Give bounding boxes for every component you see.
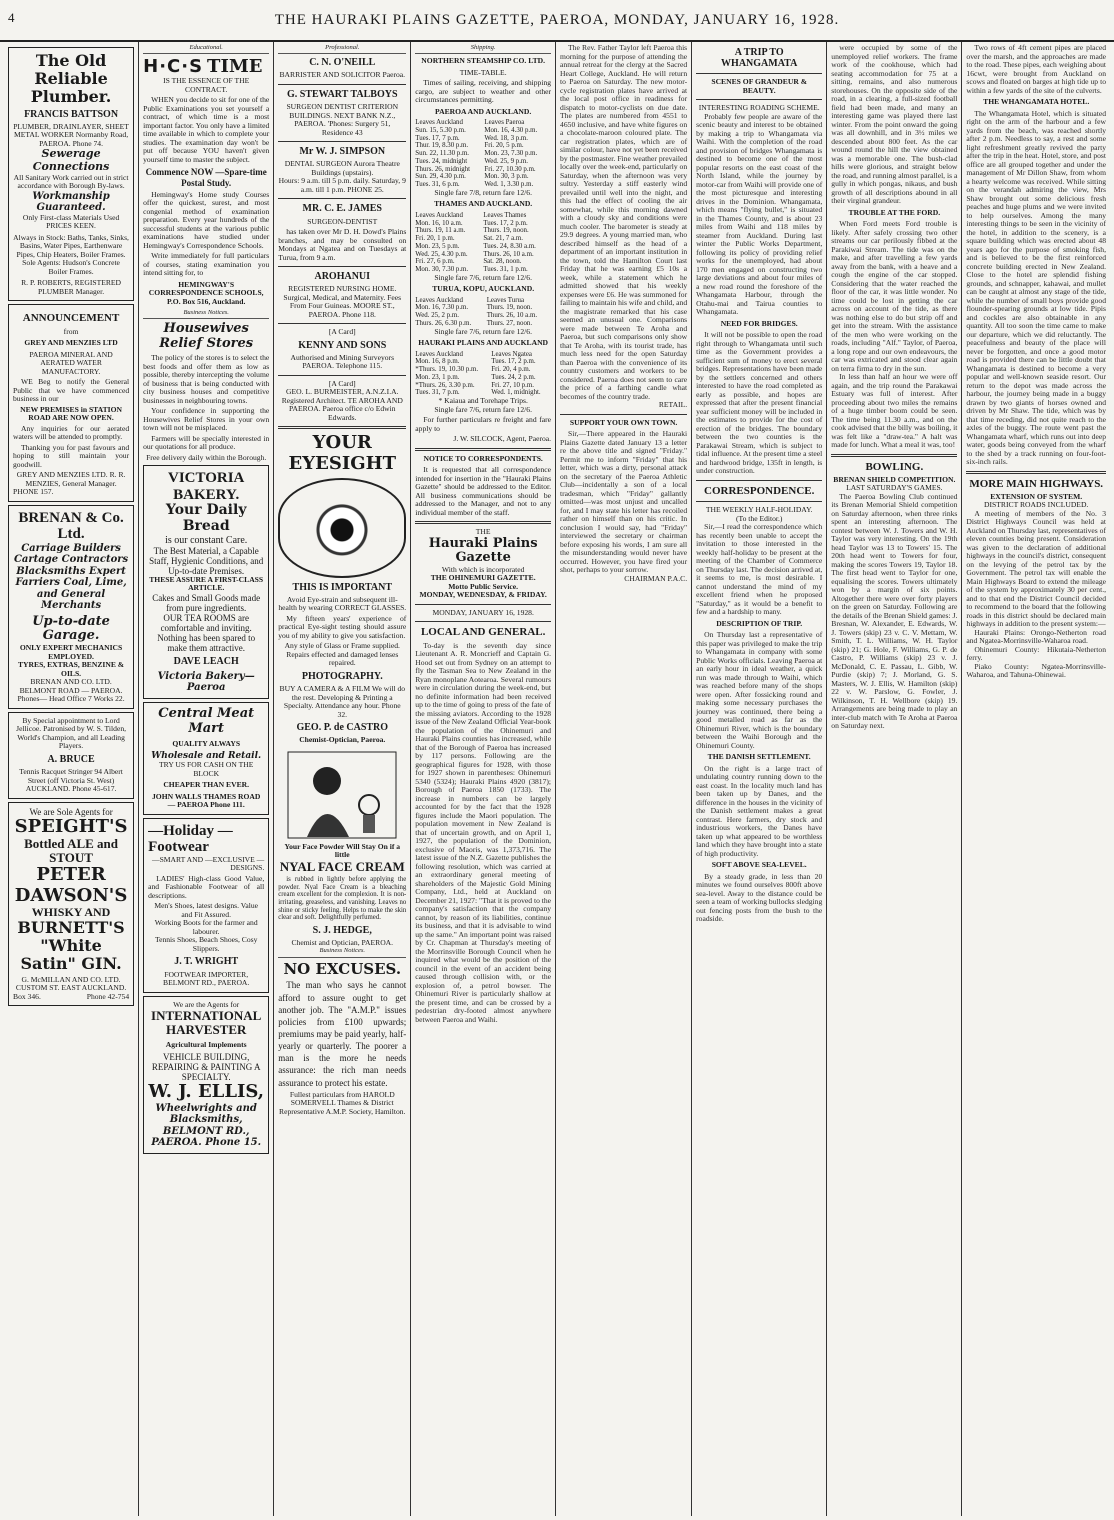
james-title: SURGEON-DENTIST — [307, 216, 378, 226]
table-cell: *Thurs. 26, 3.30 p.m. — [415, 381, 475, 389]
col8-body: Two rows of 4ft cement pipes are placed over the marsh, and the approaches are made to the road. These pipes, each weighing about 16cwt, were brought from Auckland on scows and floated on barges at high tide up to within a few yards of the site of the culverts. — [966, 43, 1106, 95]
wright-desc: FOOTWEAR IMPORTER, BELMONT RD., PAEROA. — [163, 969, 250, 988]
section-educational: Educational. — [143, 44, 269, 54]
dave-leach: DAVE LEACH — [173, 656, 239, 668]
time-heading: TIME — [207, 56, 263, 78]
ellis-name: W. J. ELLIS, — [148, 1081, 265, 1103]
intl-harvester: INTERNATIONAL HARVESTER — [151, 1008, 262, 1038]
retail-sign: RETAIL. — [658, 400, 688, 409]
table-cell: *Thurs. 19, 10.30 p.m. — [415, 366, 479, 374]
materials: Only First-class Materials Used PRICES KEEN. — [22, 212, 120, 231]
table-row — [415, 158, 551, 166]
table-row — [415, 166, 551, 174]
column-7 — [827, 42, 962, 1516]
mechanics: ONLY EXPERT MECHANICS EMPLOYED. — [19, 643, 123, 661]
piako-roads: Piako County: Ngatea-Morrinsville-Waharoa, and Tahuna-Ohinewai. — [966, 661, 1106, 680]
housewives-title: Housewives Relief Stores — [159, 321, 254, 352]
whisky: WHISKY AND — [31, 904, 111, 919]
table-cell: Mon. 23, 7.30 p.m. — [484, 150, 538, 158]
fullest: Fullest particulars from HAROLD SOMERVELL Thames & District Representative A.M.P. Society, Hamilton. — [279, 1089, 406, 1116]
agri-impl: Agricultural Implements — [165, 1039, 247, 1049]
holiday-footwear: —Holiday —Footwear — [148, 822, 233, 856]
further: For further particulars re freight and fare apply to — [415, 415, 552, 433]
inquiries: Any inquiries for our aerated waters will be attended to promptly. — [13, 423, 130, 441]
grey-menzies-ad — [8, 304, 134, 501]
route-2-title: THAMES AND AUCKLAND. — [434, 199, 533, 209]
nyal-body: is rubbed in lightly before applying the powder. Nyal Face Cream is a bleaching cream excellent for the complexion. It is non-irritating, greaseless, and vanishing. Leaves no shine or sticky feeling. Helps to make the skin clear and soft. Delightfully perfumed. — [278, 876, 407, 922]
bridges-body: It will not be possible to open the road right through to Whangamata until such time as the Government provides a sufficient sum of money to erect several bridges. Representations have been made by the settlers concerned and others interested to have the road completed as early as possible, and hopes are expressed that after the present financial year sufficient money will be included in the estimates to provide for the cost of erection of the bridges. The boundary between the two counties is the Parakawai Stream, which is subject to tidal influence. At the present time a steel and hardwood bridge, 135ft in length, is under construction. — [696, 330, 823, 476]
burmeister: GEO. L. BURMEISTER, A.N.Z.I.A. Registered Architect. TE AROHA AND PAEROA. Paeroa office c/o Edwin Edwards. — [281, 387, 403, 422]
quality: QUALITY ALWAYS — [172, 738, 241, 748]
table-cell: Fri. 27, 10 p.m. — [491, 381, 534, 389]
col5-body: The Rev. Father Taylor left Paeroa this morning for the purpose of attending the annual retreat for the clergy at the Sacred Heart College, Auckland. He will return to Paeroa on Saturday. The new motor-cycle registration plates have arrived at the local post office in readiness for dispatch to motor-cyclists on due date. The plates are numbered from 4551 to 4650 inclusive, and have white figures on a chocolate-maroon coloured plate. The car registration plates, which are of similar colour, have not yet been received by the postmaster. Fine weather prevailed locally over the week-end, particularly on Saturday, when the afternoon was very sultry. Yesterday a stiff easterly wind prevailed until well into the night, and this had the effect of cooling the air somewhat, while this morning dawned with a cloudy sky and conditions were much cooler. The barometer is steady at 29.9 degrees. A young married man, who described himself as the head of a department of an important institution in the town, told the Hamilton Court last Friday that he was earning £5 10s a week, while a statement which he admitted showed that his weekly expenses were £6. He was summoned for failing to maintain his wife and child, and the magistrate remarked that his case seemed an unusual one. Comparisons were made between Te Aroha and Paeroa, but such comparisons only show that Te Aroha, with its tourist trade, has much less need for the open Saturday than Paeroa with the convenience of its country customers and workers to be considered. Paeroa does not seem to care the price of a farthing candle what becomes of the country trade. — [560, 43, 688, 401]
table-cell: Thurs. 26, midnight — [415, 165, 471, 173]
table-row — [415, 243, 551, 251]
masthead — [0, 0, 1114, 42]
hotel-body: The Whangamata Hotel, which is situated right on the arm of the harbour and a few yards from the beach, was reached shortly after 2 p.m. Needless to say, a rest and some light refreshment greatly revived the party after the trip in the heat. Hotel, store, and post office are all grouped together and under the management of Mr Dillon Shaw, from whom a hearty welcome was received. While sitting on the verandah admiring the view, Mrs Shaw brought out some delicious fresh peaches and huge plums and we were invited to help ourselves. Among the many interesting things to be seen in the vicinity of the hotel, in addition to the scenery, is a square building which was erected about 48 years ago for the purpose of smoking fish, and is believed to be the first reinforced concrete building erected in New Zealand. Close to the hotel are splendid fishing grounds, and schnapper, kahawai, and mullet can be caught at almost any stage of the tide, while the number of small boys provide good flounder-spearing grounds at low tide. Pipis and cockles are also obtainable in any quantity. All too soon the time came to make our departure, which we did reluctantly. The peacefulness and beauty of the place will never be forgotten, and once a good motor road is provided there can be little doubt that Whangamata is destined to become a very popular and well-known seaside resort. Our return to the depot was made across the harbour, the journey being made in a buggy drawn by two giants of horses owned and driven by Mr Shaw. The tide, which was by that time receding, did not quite reach to the axles of the buggy. The route went past the Whangamata wharf, which runs out into deep water, goods being conveyed from the wharf to the shed by a track running on four-foot-six-inch rails. — [966, 108, 1106, 466]
route-3-title: TURUA, KOPU, AUCKLAND. — [432, 284, 535, 294]
announce-title: ANNOUNCEMENT — [22, 312, 120, 325]
meat-title: Central Meat Mart — [158, 705, 255, 736]
table-row — [415, 150, 551, 158]
oneill-desc: BARRISTER AND SOLICITOR Paeroa. — [279, 70, 406, 80]
bruce-ad — [8, 712, 134, 799]
grey-menzies: GREY AND MENZIES LTD — [24, 338, 118, 347]
plumber-desc: PLUMBER, DRAINLAYER, SHEET METAL WORKER Normanby Road, PAEROA. Phone 74. — [13, 121, 129, 148]
brenan-ad — [8, 505, 134, 709]
trip-title: A TRIP TO WHANGAMATA — [721, 47, 798, 70]
table-cell: Thur. 19, 8.30 p.m. — [415, 142, 469, 150]
ellis-ad — [143, 996, 269, 1154]
table-row — [415, 297, 551, 305]
table-header: Leaves Thames — [483, 211, 527, 219]
trouble-body: When Ford meets Ford trouble is likely. After safely crossing two other streams our car perilously fibbed at the Parakiwai Stream. The tide was on the make, and after travelling a few yards away from the bank, with a heave and a cough the engine of the car stopped. Considering that the water reached the floor of the car, it was little wonder. No time could be lost in getting the car across on account of the tide, as there was nothing else to do but strip off and get into the stream. With the assistance of the men who were working on the roads, including "Alf." Taylor, of Paeroa, a long rope and our own endeavours, the car was extricated and stood clear again on terra firma to dry in the sun. — [831, 219, 958, 373]
brenan-shield: BRENAN SHIELD COMPETITION. — [833, 474, 956, 484]
timetable: TIME-TABLE. — [459, 67, 507, 77]
local-general: LOCAL AND GENERAL. — [420, 626, 546, 639]
more-highways: MORE MAIN HIGHWAYS. — [969, 477, 1104, 490]
trouble-title: TROUBLE AT THE FORD. — [848, 207, 941, 217]
hemingway: HEMINGWAY'S CORRESPONDENCE SCHOOLS, P.O. Box 516, Auckland. — [148, 279, 264, 306]
constant-care: is our constant Care. — [165, 534, 248, 546]
commence: Commence NOW —Spare-time Postal Study. — [145, 167, 267, 188]
simpson: Mr W. J. SIMPSON — [299, 146, 386, 158]
plumber-manager: R. P. ROBERTS, REGISTERED PLUMBER Manager. — [21, 278, 122, 296]
tea-rooms: OUR TEA ROOMS are comfortable and inviting. Nothing has been spared to make them attractive. — [157, 613, 256, 654]
hauraki-roads: Hauraki Plains: Orongo-Netherton road and Ngatea-Morrinsville-Waharoa road. — [966, 627, 1106, 646]
the: THE — [475, 527, 491, 537]
table-row — [415, 220, 551, 228]
cheaper: CHEAPER THAN EVER. — [163, 780, 250, 790]
tyres: TYRES, EXTRAS, BENZINE & OILS. — [17, 660, 125, 678]
table-row — [415, 374, 551, 382]
bruce-desc: Tennis Racquet Stringer 94 Albert Street (off Victoria St. West) AUCKLAND. Phone 45-617. — [19, 767, 123, 794]
workmanship: Workmanship Guaranteed. — [32, 190, 110, 214]
table-cell: Sat. 21, 7 a.m. — [483, 235, 523, 243]
nursing: REGISTERED NURSING HOME. Surgical, Medical, and Maternity. Fees From Four Guineas. MOORE ST., PAEROA. Phone 118. — [283, 284, 402, 319]
table-row — [415, 173, 551, 181]
table-row — [415, 258, 551, 266]
agent: J. W. SILCOCK, Agent, Paeroa. — [453, 434, 552, 444]
meat-mart-ad — [143, 702, 269, 815]
portrait-icon — [287, 751, 397, 839]
section-shipping: Shipping. — [415, 44, 551, 54]
table-row — [415, 251, 551, 259]
table-header: Leaves Turua — [486, 296, 525, 304]
mens: Men's Shoes, latest designs. Value and Fit Assured. — [154, 901, 259, 919]
table-cell: Tues. 24, 8.30 a.m. — [483, 242, 536, 250]
table-row — [415, 366, 551, 374]
table-cell: Tues. 31, 1 p.m. — [483, 266, 528, 274]
table-cell: Sun. 22, 11.30 p.m. — [415, 150, 470, 158]
victoria-bakery-ad — [143, 465, 269, 698]
motto: Motto Public Service. — [448, 581, 519, 591]
talboys: G. STEWART TALBOYS — [287, 88, 398, 100]
table-cell: Tues. 31, 7 p.m. — [415, 389, 460, 397]
column-4 — [411, 42, 556, 1516]
route-1-table — [415, 119, 551, 189]
hedge-desc: Chemist and Optician, PAEROA. — [291, 937, 394, 947]
dateline: MONDAY, JANUARY 16, 1928. — [432, 607, 534, 617]
local-body: To-day is the seventh day since Lieutenant A. R. Moncrieff and Captain G. Hood set out from Sydney on an attempt to fly the Tasman Sea to New Zealand in the Ryan monoplane Aotearoa. Several rumours were in circulation during the week-end, but no definite information had been received up to the time of going to press of the fate of the missing aviators. According to the 1928 issue of the New Zealand Official Year-book the population of the Ohinemuri and Hauraki Plains counties has increased, while that of the Borough of Paeroa has increased by 117 persons. Following are the geographical figures for 1928, with those for 1927 shown in parentheses: Ohinemuri 5340 (5324); Hauraki Plains 4920 (3817); Borough of Paeroa 1850 (1733). The increase in numbers can be largely accounted for by the fact that the 1928 figures include the Maori population. The population movement in New Zealand is that of uncertain growth, and on April 1, 1927, the population of the Dominion, exclusive of Maoris, was 1,373,716. The latest issue of the N.Z. Gazette publishes the following resolution, which was carried at an extraordinary general meeting of shareholders of the Majestic Gold Mining Company, Ltd., held at Auckland on December 21, 1927: "That it is proved to the company's satisfaction that the company cannot, by reason of its liabilities, continue its business, and that it is advisable to wind up the same." An important point was raised by Cr. Chapman at Thursday's meeting of the Morrinsville Borough Council when he inquired what would be the position of the council in the event of an accident being caused through collision with, or the explosion of, a petrol bowser. The Ohinemuri River is particularly shallow at the present time, and can be crossed by a pedestrian dry-footed almost anywhere between Paeroa and Waihi. — [415, 640, 552, 1024]
danish-body: On the right is a large tract of undulating country running down to the east coast. In the locality much land has been taken up by Danes, and the difference in the houses in the vicinity of the Danish settlement makes a great contrast. Here farmers, dry stock and industrious workers, the Danes have taken up what appeared to be worthless land which they have brought into a state of high productivity. — [696, 763, 823, 858]
wright-name: J. T. WRIGHT — [174, 956, 239, 968]
photography: PHOTOGRAPHY. — [301, 670, 383, 682]
ladies: LADIES' High-class Good Value, and Fashionable Footwear of all descriptions. — [148, 873, 265, 900]
table-cell: Fri. 20, 1 p.m. — [415, 235, 455, 243]
new-premises: NEW PREMISES in STATION ROAD ARE NOW OPEN. — [20, 404, 123, 422]
table-cell: Mon. 23, 5 p.m. — [415, 242, 460, 250]
box-number: Box 346. — [13, 991, 41, 1001]
trip-sub: SCENES OF GRANDEUR & BEAUTY. — [711, 77, 808, 95]
important: THIS IS IMPORTANT — [292, 581, 393, 593]
chairman-sign: CHAIRMAN P.A.C. — [624, 573, 688, 583]
column-6 — [692, 42, 827, 1516]
table-row — [415, 351, 551, 359]
trip-sub2: INTERESTING ROADING SCHEME. — [698, 103, 820, 113]
column-5 — [556, 42, 692, 1516]
route-1-title: PAEROA AND AUCKLAND. — [435, 106, 532, 116]
lady-illustration — [278, 749, 406, 839]
company: NORTHERN STEAMSHIP CO. LTD. — [421, 56, 546, 66]
table-cell: Wed. 18, 3 p.m. — [484, 134, 529, 142]
table-cell: Thurs. 19, noon. — [483, 227, 529, 235]
masthead-title: THE HAURAKI PLAINS GAZETTE, PAEROA, MONDAY, JANUARY 16, 1928. — [274, 11, 840, 28]
route-4-note: * Kaiaua and Torehape Trips. — [438, 396, 528, 406]
table-cell: Wed. 25, 9 p.m. — [484, 157, 529, 165]
hotel-title: THE WHANGAMATA HOTEL. — [983, 97, 1090, 106]
description-trip: DESCRIPTION OF TRIP. — [716, 618, 803, 628]
best-material: The Best Material, a Capable Staff, Hygienic Conditions, and Up-to-date Premises. — [149, 545, 264, 576]
danish-title: THE DANISH SETTLEMENT. — [707, 752, 811, 762]
oneill: C. N. O'NEILL — [309, 57, 376, 69]
table-cell: Mon. 16, 10 a.m. — [415, 219, 463, 227]
ohinemuri-gazette: THE OHINEMURI GAZETTE. — [430, 573, 536, 583]
nyal: NYAL FACE CREAM — [279, 858, 405, 874]
table-header: Leaves Ngatea — [491, 350, 532, 358]
style: Any style of Glass or Frame supplied. Repairs effected and damaged lenses repaired. — [284, 641, 400, 668]
time-sub: IS THE ESSENCE OF THE CONTRACT. — [163, 76, 250, 94]
table-cell: Mon. 16, 4.30 p.m. — [484, 127, 538, 134]
notice-body: It is requested that all correspondence intended for insertion in the "Hauraki Plains Gazette" should be addressed to the Editor. All business communications should be addressed to the Manager, and not to any individual member of the staff. — [415, 465, 552, 517]
table-row — [415, 304, 551, 312]
card-1: [A Card] — [328, 327, 356, 337]
speights: SPEIGHT'S — [14, 815, 128, 837]
ellis-desc: Wheelwrights and Blacksmiths, BELMONT RD., PAEROA. Phone 15. — [151, 1102, 262, 1149]
assure: THESE ASSURE A FIRST-CLASS ARTICLE. — [149, 574, 264, 593]
brenan-sign: BRENAN AND CO. LTD. BELMONT ROAD — PAEROA. Phones— Head Office 7 Works 22. — [17, 677, 125, 704]
castro: GEO. P. de CASTRO — [296, 722, 389, 734]
table-row — [415, 135, 551, 143]
garage: Up-to-date Garage. — [32, 613, 110, 644]
route-3-fare: Single fare 7/6, return fare 12/6. — [434, 326, 532, 336]
table-cell: Wed. 25, 4.30 p.m. — [415, 250, 468, 258]
ellis-agents: We are the Agents for — [173, 999, 240, 1009]
brenan-lines: Carriage Builders Cartage Contractors Blacksmiths Expert Farriers Coal, Lime, and General Merchants — [13, 542, 129, 611]
bowling-body: The Paeroa Bowling Club continued its Brenan Memorial Shield competition on Saturday afternoon, when three rinks spent an interesting afternoon. The contest between W. J. Towers and W. H. Taylor was very interesting. On the 19th head Taylor was 13 to Towers' 15. The 20th head went to Towers for four, making the scores Towers 19, Taylor 18. The first head went to Taylor for one, equalising the scores. Towers ultimately won by a margin of six points. Altogether there were over forty players on the green on Saturday. Following are the details of the Brenan Shield games: J. Bresnan, W. Alexander, E. Edwards, W. J. Towers (skip) 23 v. C. V. Mettam, W. Smith, T. L. Williams, W. H. Taylor (skip) 21; G. Hole, F. Williams, G. P. de Castro, P. Williams (skip) 23 v. J. McDonald, C. E. Passau, L. Gibb, W. Purdie (skip) 7; J. Morland, G. S. Masters, W. J. Ellis, W. Hamilton (skip) 22 v. W. Parslow, G. Fowler, J. Wilkinson, T. H. Wellbore (skip) 19. Arrangements are being made to play an inter-club match with Te Aroha at Paeroa on Saturday next. — [831, 491, 958, 731]
table-cell: Tues. 31, 6 p.m. — [415, 181, 460, 189]
shipping-intro: Times of sailing, receiving, and shipping cargo, are subject to weather and other circumstances permitting. — [415, 78, 552, 105]
hcs-logo: H·C·S — [143, 56, 204, 78]
table-cell: Thurs. 19, 11 a.m. — [415, 227, 466, 235]
col7-body: were occupied by some of the unemployed relief workers. The frame work of the cookhouse, which had seating accommodation for 75 at a sitting, remains, and also numerous storehouses. On the opposite side of the road, in a clearing, a full-sized football field had been made, and many an interesting game was played there last winter. From the point onward the going was all downhill, and in 3½ miles we descended about 800 feet. As the car wound round the hill the view obtained was a memorable one. The bush-clad hills were glorious, and straight below the road, and running almost parallel, is a gully in which pongas, nikaus, and bush growth of all descriptions abound in all their virginal grandeur. — [831, 43, 958, 205]
table-cell: Thurs. 26, 6.30 p.m. — [415, 319, 472, 327]
route-4-title: HAURAKI PLAINS AND AUCKLAND — [418, 338, 549, 348]
column-2 — [139, 42, 274, 1516]
housewives-farmers: Farmers will be specially interested in our quotations for all produce. — [143, 433, 270, 452]
table-cell: Thurs. 26, 10 a.m. — [486, 312, 538, 320]
eye-illustration — [278, 478, 406, 578]
hedge: S. J. HEDGE, — [312, 924, 372, 936]
phone-157: PHONE 157. — [13, 487, 54, 496]
table-row — [415, 312, 551, 320]
sewerage-title: Sewerage Connections — [32, 147, 110, 174]
route-4-table — [415, 351, 551, 397]
section-professional: Professional. — [278, 44, 406, 54]
last-games: LAST SATURDAY'S GAMES. — [846, 483, 943, 493]
burnett-gin: BURNETT'S "White Satin" GIN. — [17, 917, 125, 973]
district-roads: DISTRICT ROADS INCLUDED. — [984, 500, 1089, 510]
table-row — [415, 142, 551, 150]
table-cell: Mon. 23, 1 p.m. — [415, 373, 460, 381]
table-row — [415, 119, 551, 127]
bruce-appointment: By Special appointment to Lord Jellicoe. Patronised by W. S. Tilden, World's Champion, and all Leading Players. — [16, 715, 127, 751]
table-cell: Mon. 16, 7.30 p.m. — [415, 304, 469, 312]
corr-body: Sir,—I read the correspondence which has recently been unable to accept the invitation to those interested in the weekly half-holiday to be present at the meeting of the Chamber of Commerce on Thursday last. The decision arrived at, it seems to me, is most desirable. I cannot understand the mind of my excellent friend when he proposed "Saturday," as it would be a benefit to few and a hardship to many. — [696, 522, 823, 617]
wright-ad — [143, 818, 269, 993]
plumber-title: The Old Reliable Plumber. — [30, 51, 112, 106]
table-cell: Tues. 17, 2 p.m. — [491, 358, 536, 366]
table-cell: Mon. 30, 3 p.m. — [484, 173, 529, 181]
dave-sub: Victoria Bakery—Paeroa — [157, 670, 255, 694]
card-2: [A Card] — [328, 378, 356, 388]
days: MONDAY, WEDNESDAY, & FRIDAY. — [419, 590, 547, 600]
table-cell: Thurs. 27, noon. — [486, 319, 533, 327]
table-header: Leaves Auckland — [415, 350, 463, 358]
simpson-desc: DENTAL SURGEON Aurora Theatre Buildings (upstairs). — [284, 159, 400, 177]
incorporated: With which is incorporated — [441, 564, 525, 574]
housewives-free: Free delivery daily within the Borough. — [146, 452, 267, 462]
powder: Your Face Powder Will Stay On if a little — [284, 841, 401, 860]
route-3-table — [415, 297, 551, 328]
section-business-2: Business Notices. — [278, 947, 406, 957]
table-cell: Mon. 30, 7.30 p.m. — [415, 266, 469, 274]
table-cell: Sat. 28, noon. — [483, 258, 522, 266]
commence-body: Hemingway's Home study Courses offer the quickest, surest, and most congenial method of examination preparation. Every year hundreds of the successful students at the various public examinations have studied under Hemingway's Correspondence Schools. — [143, 189, 270, 250]
smart: —SMART AND —EXCLUSIVE —DESIGNS. — [151, 854, 265, 873]
thanks: Thanking you for past favours and hoping to still maintain your goodwill. — [13, 442, 130, 469]
column-3 — [274, 42, 411, 1516]
kenny-desc: Authorised and Mining Surveyors PAEROA. Telephone 115. — [290, 352, 395, 371]
years: My fifteen years' experience of practical Eye-sight testing should assure you of my ability to give you satisfaction. — [278, 613, 407, 640]
daily-bread: Your Daily Bread — [165, 502, 247, 534]
wholesale: Wholesale and Retail. — [151, 751, 262, 762]
table-cell: Wed. 1, midnight. — [491, 389, 541, 397]
to-editor: (To the Editor.) — [735, 513, 783, 523]
column-1 — [4, 42, 139, 1516]
cash: TRY US FOR CASH ON THE BLOCK — [159, 760, 254, 778]
table-cell: Wed. 25, 2 p.m. — [415, 312, 459, 320]
half-holiday: THE WEEKLY HALF-HOLIDAY. — [705, 505, 813, 515]
table-cell: Tues. 24, midnight — [415, 157, 468, 165]
support-title: SUPPORT YOUR OWN TOWN. — [569, 417, 678, 427]
sewerage-desc: All Sanitary Work carried out in strict accordance with Borough By-laws. — [13, 172, 129, 191]
notice-correspondents: NOTICE TO CORRESPONDENTS. — [423, 453, 543, 463]
plumber-ad — [8, 47, 134, 301]
mcmillan-sign: G. McMILLAN AND CO. LTD. CUSTOM ST. EAST AUCKLAND. — [15, 974, 127, 993]
route-2-table — [415, 212, 551, 274]
avoid: Avoid Eye-strain and subsequent ill-health by wearing CORRECT GLASSES. — [278, 594, 407, 613]
table-cell: Fri. 20, 4 p.m. — [491, 366, 531, 374]
table-row — [415, 235, 551, 243]
table-header: Leaves Auckland — [415, 211, 463, 219]
trip-body: Probably few people are aware of the scenic beauty and interest to be obtained by making a trip to Whangamata via Waihi. With the completion of the road and provision of bridges Whangamata is destined to become one of the most popular resorts on the east coast of the North Island, while the journey by motor-car from Waihi will provide one of the most picturesque and interesting drives in the Dominion. Whangamata, which means "flying bullet," is situated in the Thames County, and is about 23 miles from Waihi and 118 miles by steamer from Auckland. During last winter the Public Works Department, following its policy of providing relief works for the unemployed, had about 170 men engaged on constructing two large deviations and about four miles of a new road round the foreshore of the Whangamata Harbour, through the Otahu-mai and Tairua counties to Whangamata. — [696, 111, 823, 317]
table-cell: Tues. 17, 2 p.m. — [483, 219, 528, 227]
extension: EXTENSION OF SYSTEM. — [990, 491, 1083, 501]
no-excuses: NO EXCUSES. — [283, 959, 402, 978]
photo-body: BUY A CAMERA & A FILM We will do the rest. Developing & Printing a Specialty. Attendance any hour. Phone 32. — [279, 684, 406, 719]
kenny: KENNY AND SONS — [298, 339, 387, 351]
hcs-header — [143, 57, 269, 77]
bowling-title: BOWLING. — [865, 460, 924, 473]
bruce-name: A. BRUCE — [47, 753, 95, 765]
route-1-fare: Single fare 7/8, return fare 12/6. — [434, 187, 532, 197]
soft-body: By a steady grade, in less than 20 minutes we found ourselves 800ft above sea-level. Away to the distance could be seen a team of working bullocks sledging out fencing posts from the bush to the roadside. — [696, 871, 823, 924]
table-cell: Sun. 15, 5.30 p.m. — [415, 127, 466, 134]
phone-42: Phone 42-754 — [86, 991, 130, 1001]
ohinemuri-roads: Ohinemuri County: Hikutaia-Netherton ferry. — [966, 644, 1106, 663]
table-cell: Wed. 1, 3.30 p.m. — [484, 181, 534, 189]
table-cell: Tues. 17, 7 p.m. — [415, 134, 460, 142]
table-cell: Thurs. 26, 10 a.m. — [483, 250, 534, 258]
page-number: 4 — [8, 10, 16, 25]
table-header: Leaves Auckland — [415, 119, 463, 127]
housewives-body: The policy of the stores is to select the best foods and offer them as low as possible, thereby intercepting the volume of business that is being conducted with city business houses and competitive businesses in neighbouring towns. — [143, 353, 270, 405]
james-body: has taken over Mr D. H. Dowd's Plains branches, and may be consulted on Mondays at Ngatea and on Tuesdays at Turua, from 9 a.m. — [278, 227, 407, 262]
soft-title: SOFT ABOVE SEA-LEVEL. — [711, 860, 807, 870]
housewives-confidence: Your confidence in supporting the Housewives Relief Stores in your own town will not be misplaced. — [143, 406, 270, 433]
write: Write immediately for full particulars of courses, stating examination you intend sitting for, to — [143, 251, 270, 278]
stock: Always in Stock: Baths, Tanks, Sinks, Basins, Water Pipes, Earthenware Pipes, Chip Heaters, Boiler Frames. Sole Agents: Hudson's Concrete Boiler Frames. — [13, 232, 129, 276]
trouble-second: In less than half an hour we were off again, and the trip round the Parakawai Estuary was full of interest. After proceeding about two miles the remains of a huge timber boom could be seen. The time being 11.30 a.m., and on the cook advised that the billy was boiling, it was felt like a "draw-tea." A halt was made for lunch. What a meal it was, too! — [831, 372, 958, 449]
table-row — [415, 382, 551, 390]
plumber-name: FRANCIS BATTSON — [24, 108, 119, 120]
support-body: Sir,—There appeared in the Hauraki Plains Gazette dated January 13 a letter re the above title and signed "Friday." Permit me to inform "Friday" that his letter, which was a dirty, personal attack on the secretary of the Paeroa Athletic Club—incidentally a son of a local tradesman, which "Friday" gallantly omitted—was most unjust and uncalled for, and I may state his letter has recoiled rather on himself than on his critic. In conclusion I would say, had "Friday" interviewed the secretary or chairman before exposing his words, I am sure all the misunderstanding would never have occurred. However, you have fired your shot, perhaps to your sorrow. — [560, 429, 688, 574]
table-cell: Mon. 16, 8 p.m. — [415, 358, 460, 366]
paeroa-mineral: PAEROA MINERAL AND AERATED WATER MANUFACTORY. — [29, 349, 113, 376]
table-row — [415, 227, 551, 235]
ale-stout: Bottled ALE and STOUT — [24, 835, 119, 866]
table-row — [415, 212, 551, 220]
announce-from: from — [63, 326, 79, 336]
tennis-shoes: Tennis Shoes, Beach Shoes, Cosy Slippers. — [154, 935, 258, 953]
route-4-fare: Single fare 7/6, return fare 12/6. — [434, 404, 532, 414]
notify: WE Beg to notify the General Public that we have commenced business in our — [13, 377, 130, 403]
table-header: Leaves Paeroa — [484, 119, 525, 127]
table-cell: Tues. 24, 2 p.m. — [491, 373, 536, 381]
newspaper-page — [4, 42, 1110, 1516]
brenan-title: BRENAN & Co. Ltd. — [18, 509, 124, 542]
castro-desc: Chemist-Optician, Paeroa. — [299, 735, 386, 745]
table-cell: Fri. 27, 6 p.m. — [415, 258, 455, 266]
correspondence: CORRESPONDENCE. — [704, 484, 815, 497]
description-body: On Thursday last a representative of this paper was privileged to make the trip to Whangamata in company with some Public Works officials. Leaving Paeroa at an early hour in ideal weather, a quick run was made through to Waihi, which was reached before many of the shops were open. After fossicking round and making some necessary purchases the journey was continued, there being a good metalled road as far as the Ohinemuri River, which is the boundary between the Waihi Borough and the Ohinemuri County. — [696, 630, 823, 750]
talboys-desc: SURGEON DENTIST CRITERION BUILDINGS. NEXT BANK N.Z., PAEROA. 'Phones: Surgery 51, Residence 43 — [286, 102, 399, 137]
paper-name: Hauraki Plains Gazette — [428, 535, 538, 566]
route-2-fare: Single fare 7/6, return fare 12/6. — [434, 272, 532, 282]
column-8 — [962, 42, 1110, 1516]
table-cell: Fri. 20, 5 p.m. — [484, 142, 524, 150]
victoria-title: VICTORIA BAKERY. — [167, 470, 245, 503]
james: MR. C. E. JAMES — [302, 203, 382, 215]
arohanui: AROHANUI — [314, 271, 371, 283]
peter-dawson: PETER DAWSON'S — [14, 864, 128, 906]
sole-agents: We are Sole Agents for — [29, 806, 113, 817]
highways-body: A meeting of members of the No. 3 District Highways Council was held at Auckland on Thursday last, representatives of eleven counties being present. Consideration was given to the declaration of additional highways in the council's district, consequent on the levying of the petrol tax by the Government. The petrol tax will enable the Main Highways Board to extend the mileage of the system by approximately 30 per cent., and to that end the District Council decided to recommend to the board that the following roads in this district should be declared main highways in addition to the present system:— — [966, 508, 1106, 629]
cakes: Cakes and Small Goods made from pure ingredients. — [152, 592, 261, 614]
time-body: WHEN you decide to sit for one of the Public Examinations you set yourself a contract, of which time is a most important factor. You only have a limited time available in which to complete your studies. The examination day won't be put off because YOU haven't given yourself time to master the subject. — [143, 95, 270, 164]
vehicle: VEHICLE BUILDING, REPAIRING & PAINTING A SPECIALTY. — [151, 1052, 261, 1083]
section-business-1: Business Notices. — [143, 309, 269, 319]
grey-sign: GREY AND MENZIES LTD. R. R. MENZIES, General Manager. — [16, 470, 126, 488]
simpson-hours: Hours: 9 a.m. till 5 p.m. daily. Saturday, 9 a.m. till 1 p.m. PHONE 25. — [278, 176, 406, 194]
walls: JOHN WALLS THAMES ROAD — PAEROA Phone 111. — [152, 791, 261, 810]
table-row — [415, 127, 551, 135]
table-cell: Fri. 27, 10.30 p.m. — [484, 165, 536, 173]
working-boots: Working Boots for the farmer and labourer. — [154, 918, 258, 936]
eyesight-title: YOUR EYESIGHT — [288, 432, 397, 474]
table-cell: Thurs. 19, noon. — [486, 304, 533, 312]
bridges-title: NEED FOR BRIDGES. — [720, 318, 798, 328]
mcmillan-ad — [8, 802, 134, 1007]
table-row — [415, 358, 551, 366]
table-cell: Sun. 29, 4.30 p.m. — [415, 173, 466, 181]
table-header: Leaves Auckland — [415, 296, 463, 304]
excuses-body: The man who says he cannot afford to assure ought to get another job. The "A.M.P." issues policies from £100 upwards; premiums may be paid yearly, half-yearly or quarterly. The poorer a man is the more he needs assurance: the rich man needs assurance to protect his estate. — [278, 980, 407, 1088]
